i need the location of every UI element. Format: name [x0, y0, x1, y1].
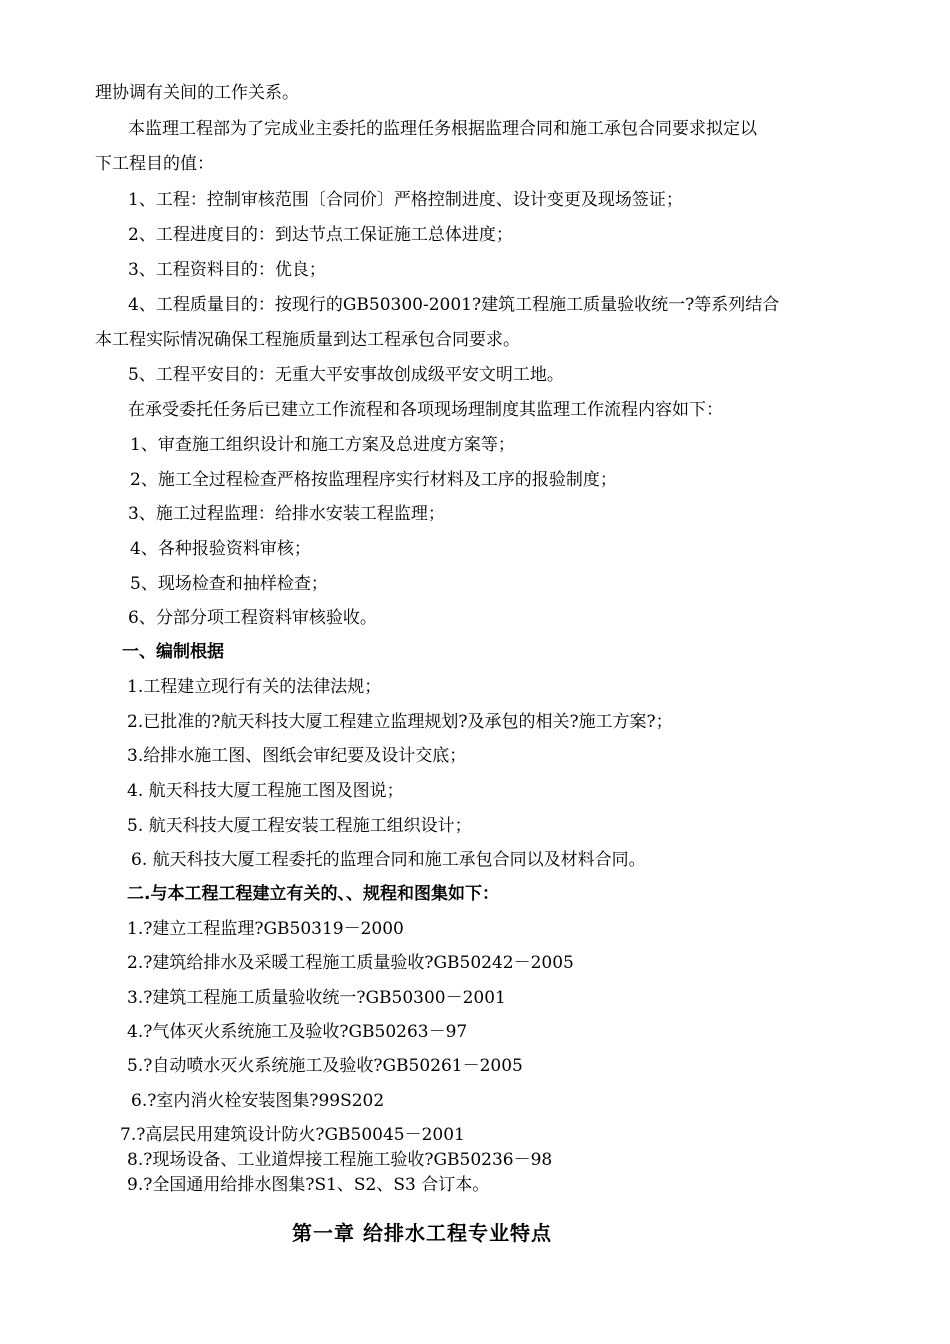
workflow-item: 4、各种报验资料审核； — [130, 539, 311, 559]
goal-item: 1、工程：控制审核范围〔合同价〕严格控制进度、设计变更及现场签证； — [128, 190, 683, 210]
standard-item: 3.?建筑工程施工质量验收统一?GB50300－2001 — [127, 988, 506, 1008]
basis-item: 1.工程建立现行有关的法律法规； — [127, 677, 382, 697]
standard-item: 2.?建筑给排水及采暖工程施工质量验收?GB50242－2005 — [127, 953, 574, 973]
section-heading-standards: 二.与本工程工程建立有关的、、规程和图集如下： — [127, 884, 499, 904]
goal-item: 5、工程平安目的：无重大平安事故创成级平安文明工地。 — [128, 365, 564, 385]
standard-item: 7.?高层民用建筑设计防火?GB50045－2001 — [120, 1125, 465, 1145]
basis-item: 5. 航天科技大厦工程安装工程施工组织设计； — [127, 816, 472, 836]
intro-line-2: 本监理工程部为了完成业主委托的监理任务根据监理合同和施工承包合同要求拟定以 — [128, 119, 757, 139]
workflow-item: 2、施工全过程检查严格按监理程序实行材料及工序的报验制度； — [130, 470, 617, 490]
basis-item: 6. 航天科技大厦工程委托的监理合同和施工承包合同以及材料合同。 — [131, 850, 646, 870]
basis-item: 4. 航天科技大厦工程施工图及图说； — [127, 781, 404, 801]
intro-line-1: 理协调有关间的工作关系。 — [95, 83, 299, 103]
standard-item: 6.?室内消火栓安装图集?99S202 — [131, 1091, 385, 1111]
workflow-item: 1、审查施工组织设计和施工方案及总进度方案等； — [130, 435, 515, 455]
standard-item: 8.?现场设备、工业道焊接工程施工验收?GB50236－98 — [127, 1150, 553, 1170]
goal-item: 2、工程进度目的：到达节点工保证施工总体进度； — [128, 225, 513, 245]
standard-item: 1.?建立工程监理?GB50319－2000 — [127, 919, 404, 939]
goal-item: 3、工程资料目的：优良； — [128, 260, 326, 280]
standard-item: 5.?自动喷水灭火系统施工及验收?GB50261－2005 — [127, 1056, 523, 1076]
workflow-intro: 在承受委托任务后已建立工作流程和各项现场理制度其监理工作流程内容如下： — [128, 400, 723, 420]
standard-item: 9.?全国通用给排水图集?S1、S2、S3 合订本。 — [127, 1175, 490, 1195]
basis-item: 3.给排水施工图、图纸会审纪要及设计交底； — [127, 746, 467, 766]
intro-line-3: 下工程目的值： — [95, 154, 214, 174]
section-heading-basis: 一、编制根据 — [122, 642, 224, 662]
chapter-title: 第一章 给排水工程专业特点 — [292, 1221, 552, 1245]
basis-item: 2.已批准的?航天科技大厦工程建立监理规划?及承包的相关?施工方案?； — [127, 712, 673, 732]
goal-item: 4、工程质量目的：按现行的GB50300-2001?建筑工程施工质量验收统一?等系列结合 — [128, 295, 780, 315]
workflow-item: 6、分部分项工程资料审核验收。 — [128, 608, 377, 628]
goal-item-continued: 本工程实际情况确保工程施质量到达工程承包合同要求。 — [95, 330, 520, 350]
workflow-item: 3、施工过程监理：给排水安装工程监理； — [128, 504, 445, 524]
workflow-item: 5、现场检查和抽样检查； — [130, 574, 328, 594]
standard-item: 4.?气体灭火系统施工及验收?GB50263－97 — [127, 1022, 468, 1042]
